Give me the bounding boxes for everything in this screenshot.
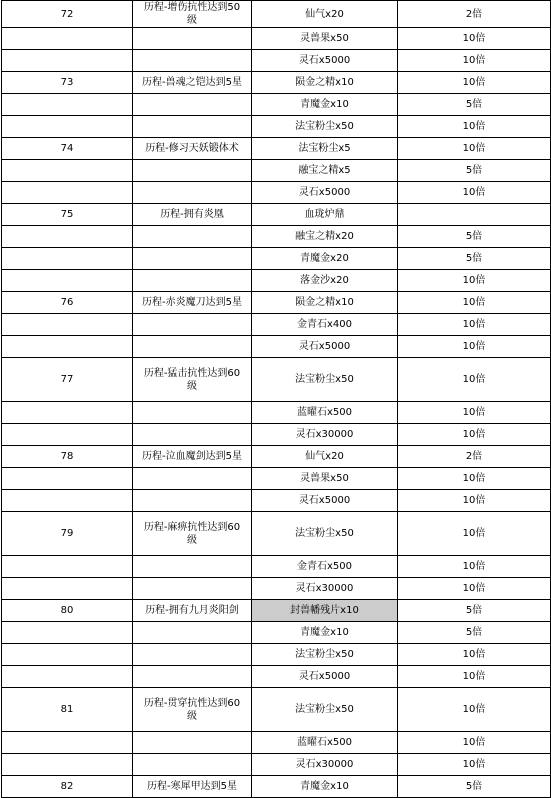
multiplier-cell: 10倍 [398,644,551,666]
table-row [2,754,551,776]
row-number-cell: 79 [2,512,133,556]
task-cell [133,644,252,666]
task-cell [133,226,252,248]
reward-item-cell: 融宝之精x20 [252,226,398,248]
row-number-cell [2,490,133,512]
task-cell [133,666,252,688]
row-number-cell [2,754,133,776]
row-number-cell [2,666,133,688]
table-row [2,622,551,644]
table-row [2,72,551,94]
table-row [2,732,551,754]
multiplier-cell: 10倍 [398,512,551,556]
row-number-cell [2,28,133,50]
reward-item-cell: 法宝粉尘x50 [252,644,398,666]
table-row [2,204,551,226]
multiplier-cell: 5倍 [398,226,551,248]
task-cell [133,182,252,204]
task-cell: 历程-修习天妖锻体术 [133,138,252,160]
reward-item-cell: 灵石x30000 [252,424,398,446]
reward-item-cell: 法宝粉尘x5 [252,138,398,160]
row-number-cell [2,160,133,182]
multiplier-cell: 10倍 [398,182,551,204]
table-row [2,28,551,50]
multiplier-cell: 10倍 [398,732,551,754]
table-row [2,468,551,490]
reward-item-cell: 青魔金x20 [252,248,398,270]
row-number-cell [2,270,133,292]
reward-item-cell: 灵石x30000 [252,754,398,776]
task-cell [133,622,252,644]
multiplier-cell: 5倍 [398,776,551,798]
row-number-cell [2,336,133,358]
reward-item-cell: 法宝粉尘x50 [252,116,398,138]
table-row [2,556,551,578]
table-row [2,314,551,336]
table-row [2,666,551,688]
reward-item-cell: 青魔金x10 [252,776,398,798]
row-number-cell [2,116,133,138]
multiplier-cell: 10倍 [398,468,551,490]
multiplier-cell: 10倍 [398,50,551,72]
multiplier-cell: 2倍 [398,1,551,28]
multiplier-cell: 10倍 [398,424,551,446]
task-cell [133,336,252,358]
multiplier-cell: 10倍 [398,28,551,50]
row-number-cell: 75 [2,204,133,226]
multiplier-cell: 10倍 [398,292,551,314]
reward-item-cell: 仙气x20 [252,446,398,468]
table-row [2,116,551,138]
table-row [2,688,551,732]
reward-item-cell: 金青石x400 [252,314,398,336]
reward-item-cell: 金青石x500 [252,556,398,578]
table-row [2,578,551,600]
row-number-cell [2,468,133,490]
multiplier-cell: 5倍 [398,622,551,644]
multiplier-cell [398,204,551,226]
row-number-cell: 82 [2,776,133,798]
row-number-cell [2,50,133,72]
task-cell [133,468,252,490]
task-cell [133,490,252,512]
reward-item-cell: 融宝之精x5 [252,160,398,182]
task-cell: 历程-泣血魔剑达到5星 [133,446,252,468]
multiplier-cell: 10倍 [398,336,551,358]
multiplier-cell: 10倍 [398,402,551,424]
row-number-cell [2,578,133,600]
multiplier-cell: 5倍 [398,248,551,270]
task-cell [133,424,252,446]
reward-item-cell: 封兽幡残片x10 [252,600,398,622]
reward-item-cell: 蓝曜石x500 [252,732,398,754]
task-cell [133,94,252,116]
row-number-cell: 73 [2,72,133,94]
reward-item-cell: 灵兽果x50 [252,468,398,490]
table-row [2,160,551,182]
task-cell: 历程-寒犀甲达到5星 [133,776,252,798]
row-number-cell: 72 [2,1,133,28]
row-number-cell: 77 [2,358,133,402]
row-number-cell [2,402,133,424]
table-row [2,248,551,270]
multiplier-cell: 10倍 [398,314,551,336]
task-cell: 历程-赤炎魔刀达到5星 [133,292,252,314]
row-number-cell [2,182,133,204]
row-number-cell [2,424,133,446]
table-row [2,512,551,556]
table-row [2,50,551,72]
multiplier-cell: 5倍 [398,94,551,116]
multiplier-cell: 10倍 [398,72,551,94]
multiplier-cell: 5倍 [398,160,551,182]
multiplier-cell: 5倍 [398,600,551,622]
task-cell [133,402,252,424]
multiplier-cell: 10倍 [398,270,551,292]
reward-item-cell: 青魔金x10 [252,94,398,116]
row-number-cell: 76 [2,292,133,314]
task-cell: 历程-拥有炎凰 [133,204,252,226]
reward-item-cell: 陨金之精x10 [252,72,398,94]
multiplier-cell: 2倍 [398,446,551,468]
table-row [2,138,551,160]
row-number-cell: 81 [2,688,133,732]
multiplier-cell: 10倍 [398,358,551,402]
reward-item-cell: 灵兽果x50 [252,28,398,50]
reward-item-cell: 青魔金x10 [252,622,398,644]
row-number-cell: 80 [2,600,133,622]
multiplier-cell: 10倍 [398,556,551,578]
multiplier-cell: 10倍 [398,490,551,512]
reward-item-cell: 法宝粉尘x50 [252,688,398,732]
multiplier-cell: 10倍 [398,138,551,160]
table-row [2,600,551,622]
task-cell [133,116,252,138]
task-cell [133,314,252,336]
multiplier-cell: 10倍 [398,666,551,688]
row-number-cell [2,732,133,754]
reward-item-cell: 灵石x30000 [252,578,398,600]
table-row [2,226,551,248]
task-cell [133,578,252,600]
table-row [2,270,551,292]
reward-item-cell: 灵石x5000 [252,666,398,688]
task-cell: 历程-贯穿抗性达到60级 [133,688,252,732]
row-number-cell: 74 [2,138,133,160]
table-row [2,292,551,314]
table-row [2,446,551,468]
row-number-cell [2,248,133,270]
reward-item-cell: 灵石x5000 [252,50,398,72]
multiplier-cell: 10倍 [398,688,551,732]
table-row [2,94,551,116]
table-row [2,182,551,204]
row-number-cell [2,314,133,336]
reward-item-cell: 仙气x20 [252,1,398,28]
multiplier-cell: 10倍 [398,578,551,600]
row-number-cell [2,94,133,116]
table-row [2,776,551,798]
table-row [2,1,551,28]
table-row [2,490,551,512]
row-number-cell [2,644,133,666]
multiplier-cell: 10倍 [398,116,551,138]
multiplier-cell: 10倍 [398,754,551,776]
table-row [2,644,551,666]
reward-item-cell: 灵石x5000 [252,336,398,358]
task-cell [133,754,252,776]
task-cell: 历程-增伤抗性达到50级 [133,1,252,28]
task-cell [133,556,252,578]
row-number-cell: 78 [2,446,133,468]
task-cell: 历程-麻痹抗性达到60级 [133,512,252,556]
task-cell [133,160,252,182]
row-number-cell [2,226,133,248]
reward-item-cell: 陨金之精x10 [252,292,398,314]
reward-item-cell: 灵石x5000 [252,490,398,512]
reward-item-cell: 法宝粉尘x50 [252,358,398,402]
task-cell: 历程-拥有九月炎阳剑 [133,600,252,622]
table-row [2,424,551,446]
table-body [2,1,551,798]
row-number-cell [2,556,133,578]
task-cell [133,270,252,292]
task-cell [133,50,252,72]
table-row [2,336,551,358]
reward-table [1,0,551,798]
reward-item-cell: 蓝曜石x500 [252,402,398,424]
reward-item-cell: 法宝粉尘x50 [252,512,398,556]
reward-item-cell: 灵石x5000 [252,182,398,204]
table-row [2,402,551,424]
task-cell: 历程-兽魂之铠达到5星 [133,72,252,94]
reward-item-cell: 血珑炉鼎 [252,204,398,226]
task-cell [133,28,252,50]
task-cell: 历程-猛击抗性达到60级 [133,358,252,402]
task-cell [133,248,252,270]
row-number-cell [2,622,133,644]
reward-item-cell: 落金沙x20 [252,270,398,292]
table-row [2,358,551,402]
task-cell [133,732,252,754]
